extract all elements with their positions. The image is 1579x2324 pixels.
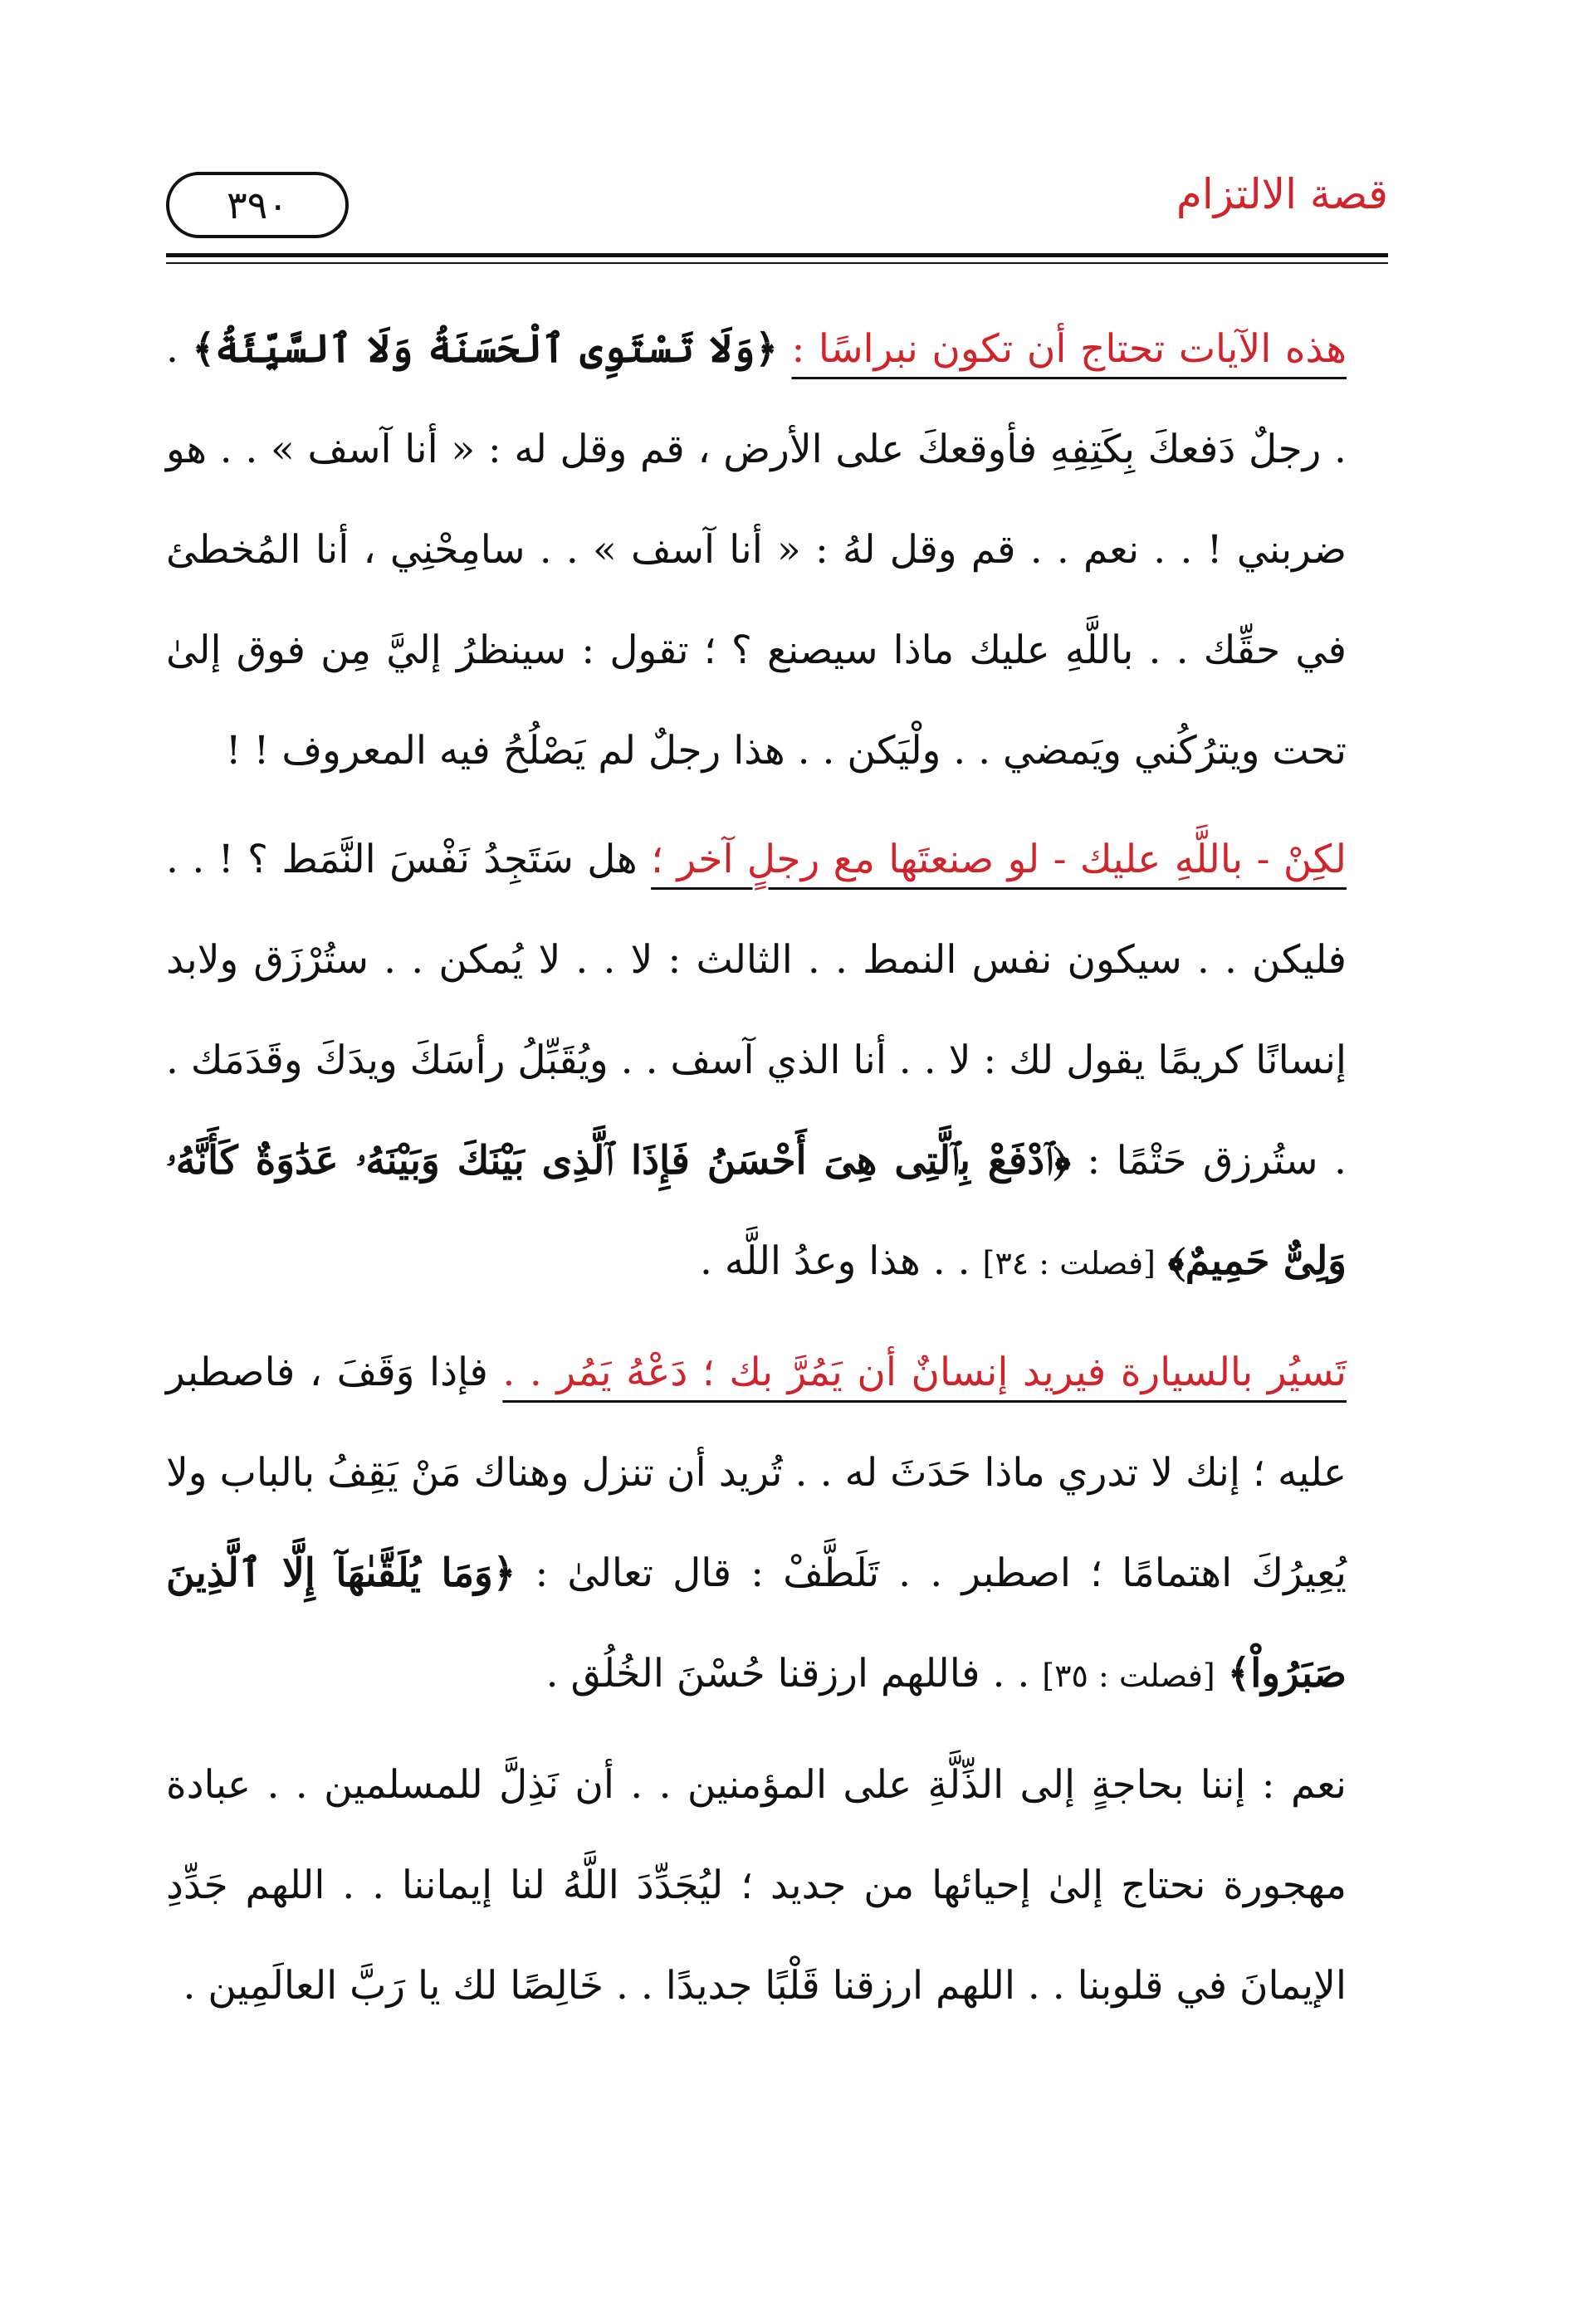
paragraph-heading: تَسيُر بالسيارة فيريد إنسانٌ أن يَمُرَّ بك ؛ دَعْهُ يَمُر . . bbox=[502, 1350, 1347, 1395]
page-number bbox=[166, 172, 349, 238]
paragraph-3 bbox=[166, 1322, 1388, 1726]
paragraph-heading: هذه الآيات تحتاج أن تكون نبراسًا : bbox=[791, 326, 1347, 372]
paragraph-text: . . رجلٌ دَفعكَ بِكَتِفِهِ فأوقعكَ على الأرض ، قم وقل له : « أنا آسف » . . هو ضربني ! . . نعم . . قم وقل لهُ : « أنا آسف » . . سامِحْنِي ، أنا المُخطئ في حقِّك . . باللَّهِ عليك ماذا سيصنع ؟ ؛ تقول : سينظرُ إليَّ مِن فوق إلىٰ تحت ويترُكُني ويَمضي . . ولْيَكن . . هذا رجلٌ لم يَصْلُحُ فيه المعروف ! ! bbox=[166, 326, 1347, 774]
page-body bbox=[166, 299, 1388, 2036]
header-divider-thin bbox=[166, 262, 1388, 264]
paragraph-text: هل سَتَجِدُ نَفْسَ النَّمَط ؟ ! . . فليكن . . سيكون نفس النمط . . الثالث : لا . . لا يُمكن . . ستُرْزَق ولابد إنسانًا كريمًا يقول لك : لا . . أنا الذي آسف . . ويُقَبِّلُ رأسَكَ ويدَكَ وقَدَمَك . . ستُرزق حَتْمًا : bbox=[166, 837, 1347, 1184]
header-divider bbox=[166, 253, 1388, 257]
paragraph-text: فإذا وَقَفَ ، فاصطبر عليه ؛ إنك لا تدري ماذا حَدَثَ له . . تُريد أن تنزل وهناك مَنْ يَقِفُ بالباب ولا يُعِيرُكَ اهتمامًا ؛ اصطبر . . تَلَطَّفْ : قال تعالىٰ : bbox=[166, 1350, 1347, 1596]
verse-reference: [فصلت : ٣٥] bbox=[1042, 1658, 1215, 1694]
paragraph-heading: لكِنْ - باللَّهِ عليك - لو صنعتَها مع رجلٍ آخر ؛ bbox=[651, 837, 1347, 882]
paragraph-2 bbox=[166, 809, 1388, 1314]
paragraph-4 bbox=[166, 1735, 1388, 2036]
paragraph-1 bbox=[166, 299, 1388, 801]
page-number-text: ٣٩٠ bbox=[226, 183, 289, 227]
running-title: قصة الالتزام bbox=[1176, 170, 1388, 218]
quran-verse: ﴿ٱدْفَعْ بِٱلَّتِى هِىَ أَحْسَنُ فَإِذَا ٱلَّذِى بَيْنَكَ وَبَيْنَهُۥ عَدَٰوَةٌ كَأَنَّهُۥ وَلِىٌّ حَمِيمٌ﴾ bbox=[166, 1138, 1347, 1284]
quran-verse: ﴿وَلَا تَسْتَوِى ٱلْحَسَنَةُ وَلَا ٱلسَّيِّئَةُ﴾ bbox=[192, 326, 778, 372]
quran-verse: ﴿وَمَا يُلَقَّىٰهَآ إِلَّا ٱلَّذِينَ صَبَرُواْ﴾ bbox=[166, 1550, 1347, 1697]
paragraph-text: . . فاللهم ارزقنا حُسْنَ الخُلُق . bbox=[545, 1651, 1030, 1697]
paragraph-text: . . هذا وعدُ اللَّه . bbox=[699, 1238, 970, 1284]
paragraph-text: نعم : إننا بحاجةٍ إلى الذِّلَّةِ على المؤمنين . . أن نَذِلَّ للمسلمين . . عبادة مهجورة نحتاج إلىٰ إحيائها من جديد ؛ ليُجَدِّدَ اللَّهُ لنا إيماننا . . اللهم جَدِّدِ الإيمانَ في قلوبنا . . اللهم ارزقنا قَلْبًا جديدًا . . خَالِصًا لك يا رَبَّ العالَمِين . bbox=[166, 1762, 1347, 2009]
verse-reference: [فصلت : ٣٤] bbox=[982, 1245, 1156, 1282]
page-header bbox=[166, 154, 1388, 245]
